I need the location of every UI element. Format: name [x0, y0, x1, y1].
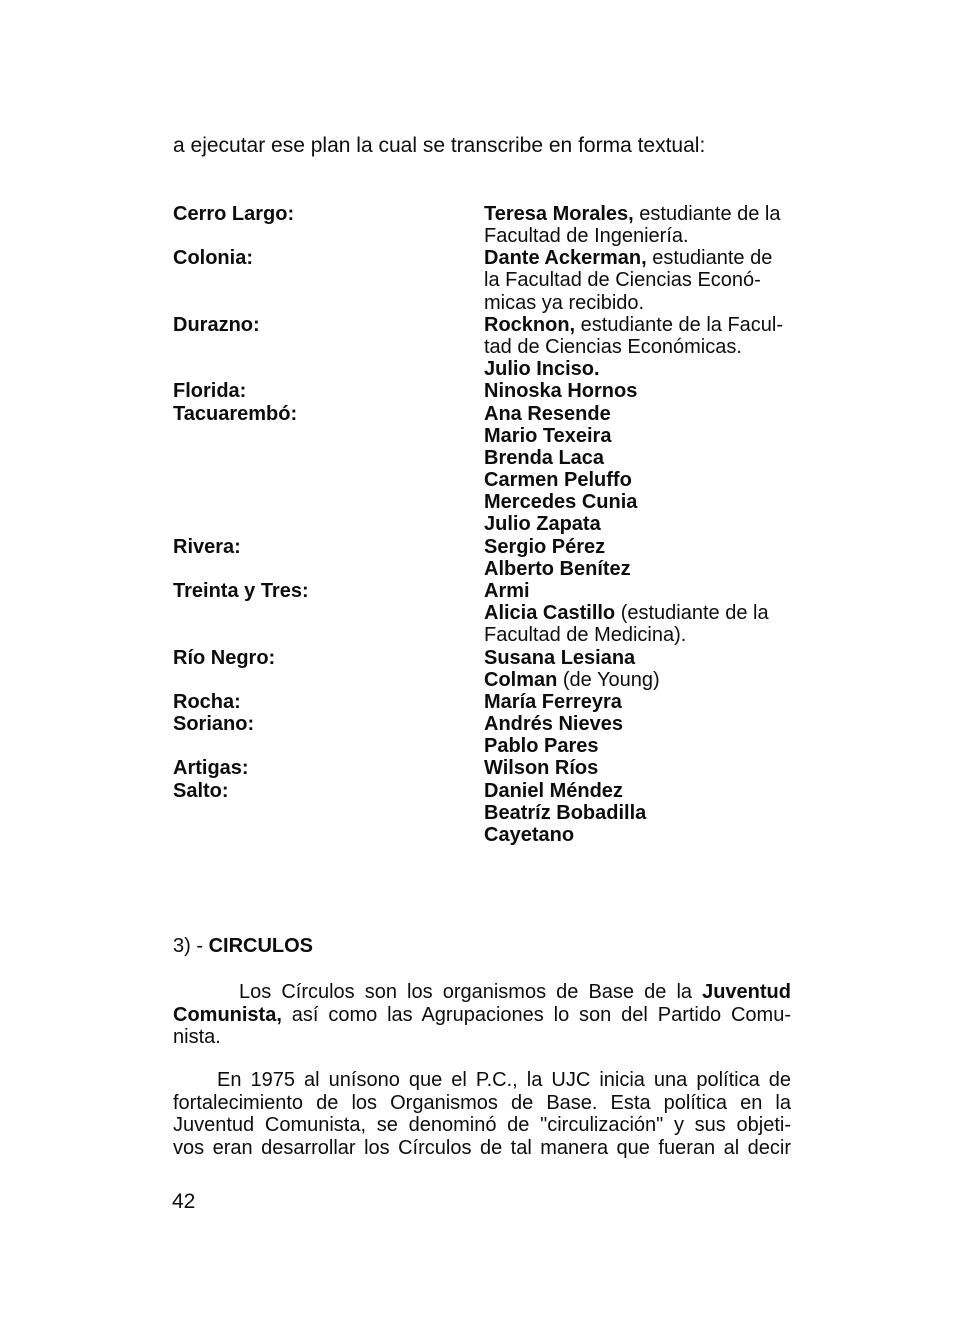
name-entry — [484, 203, 781, 226]
person-name: Alicia Castillo — [484, 602, 616, 624]
paragraph-line: nista. — [173, 1026, 221, 1048]
person-name: Sergio Pérez — [484, 536, 606, 558]
page-number: 42 — [172, 1190, 196, 1213]
person-note: tad de Ciencias Económicas. — [484, 336, 742, 358]
location-colonia: Colonia: — [173, 247, 253, 269]
paragraph-line: Comunista, así como las Agrupaciones lo son del Partido Comu- — [173, 1003, 791, 1026]
person-note: estudiante de — [646, 247, 773, 269]
person-name: Andrés Nieves — [484, 713, 623, 735]
person-name: Rocknon, — [484, 314, 576, 336]
person-name: Daniel Méndez — [484, 780, 623, 802]
location-artigas: Artigas: — [173, 757, 249, 779]
paragraph-line: Juventud Comunista, se denominó de "circulización" y sus objeti- — [173, 1114, 791, 1136]
section-title: CIRCULOS — [208, 935, 314, 957]
person-name: Ninoska Hornos — [484, 380, 638, 402]
location-treinta-y-tres: Treinta y Tres: — [173, 580, 309, 602]
location-rocha: Rocha: — [173, 691, 241, 713]
person-name: Julio Inciso. — [484, 358, 600, 380]
section-heading — [173, 935, 313, 958]
person-name: Ana Resende — [484, 403, 611, 425]
person-name: Mario Texeira — [484, 425, 612, 447]
person-note: (de Young) — [557, 669, 660, 691]
section-number: 3) - — [173, 935, 209, 957]
name-entry — [484, 669, 660, 692]
person-note: micas ya recibido. — [484, 292, 645, 314]
location-salto: Salto: — [173, 780, 229, 802]
person-name: Wilson Ríos — [484, 757, 599, 779]
person-note: estudiante de la Facul- — [575, 314, 784, 336]
person-name: Dante Ackerman, — [484, 247, 647, 269]
paragraph-line: Los Círculos son los organismos de Base de la Juventud — [239, 981, 791, 1003]
person-name: Brenda Laca — [484, 447, 605, 469]
person-name: Armi — [484, 580, 530, 602]
person-note: (estudiante de la — [615, 602, 769, 624]
location-tacuarembo: Tacuarembó: — [173, 403, 298, 425]
person-name: Colman — [484, 669, 558, 691]
person-name: Susana Lesiana — [484, 647, 636, 669]
paragraph-line: En 1975 al unísono que el P.C., la UJC inicia una política de — [217, 1069, 791, 1091]
person-name: Julio Zapata — [484, 513, 601, 535]
paragraph-2 — [173, 1069, 791, 1159]
location-rio-negro: Río Negro: — [173, 647, 276, 669]
person-note: Facultad de Ingeniería. — [484, 225, 689, 247]
location-durazno: Durazno: — [173, 314, 260, 336]
person-name: Carmen Peluffo — [484, 469, 632, 491]
paragraph-line: fortalecimiento de los Organismos de Base. Esta política en la — [173, 1091, 791, 1114]
person-note: Facultad de Medicina). — [484, 624, 687, 646]
location-cerro-largo: Cerro Largo: — [173, 203, 295, 225]
paragraph-line: vos eran desarrollar los Círculos de tal manera que fueran al decir — [173, 1136, 791, 1159]
person-name: Pablo Pares — [484, 735, 599, 757]
person-name: Mercedes Cunia — [484, 491, 638, 513]
location-florida: Florida: — [173, 380, 247, 402]
person-name: Beatríz Bobadilla — [484, 802, 647, 824]
paragraph-1 — [173, 981, 791, 1049]
name-entry — [484, 314, 783, 337]
intro-text: a ejecutar ese plan la cual se transcribe en forma textual: — [173, 134, 706, 157]
location-soriano: Soriano: — [173, 713, 255, 735]
person-name: Alberto Benítez — [484, 558, 631, 580]
person-name: Cayetano — [484, 824, 575, 846]
name-entry — [484, 247, 772, 270]
person-note: estudiante de la — [633, 203, 781, 225]
name-entry — [484, 602, 769, 625]
person-name: María Ferreyra — [484, 691, 622, 713]
person-name: Teresa Morales, — [484, 203, 634, 225]
person-note: la Facultad de Ciencias Econó- — [484, 269, 761, 291]
location-rivera: Rivera: — [173, 536, 241, 558]
